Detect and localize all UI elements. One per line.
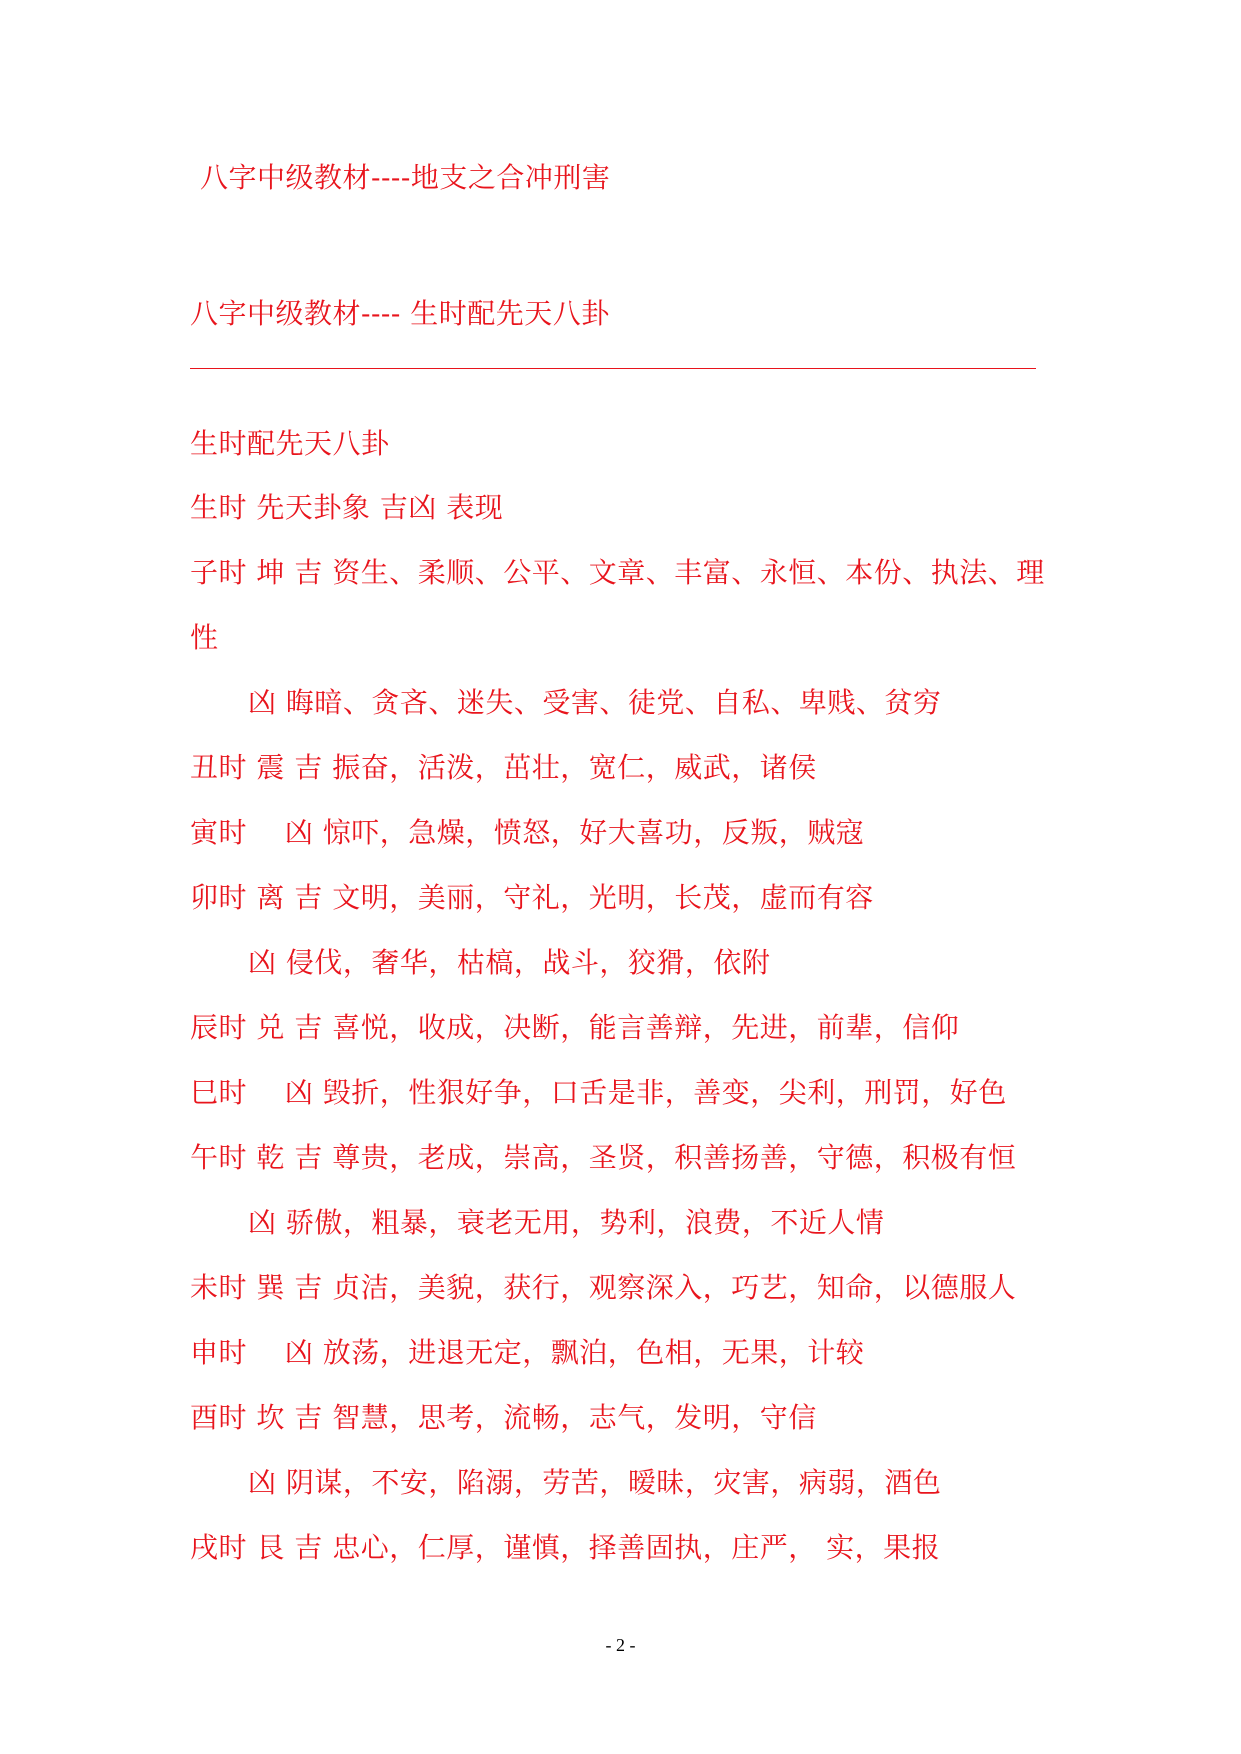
table-row: 午时 乾 吉 尊贵，老成，崇高，圣贤，积善扬善，守德，积极有恒 xyxy=(190,1141,1017,1174)
horizontal-rule xyxy=(190,368,1036,369)
table-row: 凶 晦暗、贪吝、迷失、受害、徒党、自私、卑贱、贫穷 xyxy=(248,686,942,719)
table-row: 子时 坤 吉 资生、柔顺、公平、文章、丰富、永恒、本份、执法、理 xyxy=(190,556,1045,589)
page-number: - 2 - xyxy=(605,1635,636,1655)
section-title: 八字中级教材---- 生时配先天八卦 xyxy=(190,297,610,330)
heading: 生时配先天八卦 xyxy=(190,427,390,460)
table-row: 未时 巽 吉 贞洁，美貌，获行，观察深入，巧艺，知命，以德服人 xyxy=(190,1271,1017,1304)
table-row: 巳时 凶 毁折，性狠好争，口舌是非，善变，尖利，刑罚，好色 xyxy=(190,1076,1007,1109)
table-row: 寅时 凶 惊吓，急燥，愤怒，好大喜功，反叛，贼寇 xyxy=(190,816,865,849)
table-row: 戌时 艮 吉 忠心，仁厚，谨慎，择善固执，庄严， 实，果报 xyxy=(190,1531,941,1564)
table-row: 辰时 兑 吉 喜悦，收成，决断，能言善辩，先进，前辈，信仰 xyxy=(190,1011,960,1044)
table-row: 酉时 坎 吉 智慧，思考，流畅，志气，发明，守信 xyxy=(190,1401,817,1434)
table-row: 卯时 离 吉 文明，美丽，守礼，光明，长茂，虚而有容 xyxy=(190,881,874,914)
table-row: 申时 凶 放荡，进退无定，飘泊，色相，无果，计较 xyxy=(190,1336,865,1369)
table-row: 性 xyxy=(190,621,219,654)
table-row: 凶 骄傲，粗暴，衰老无用，势利，浪费，不近人情 xyxy=(248,1206,885,1239)
table-row: 丑时 震 吉 振奋，活泼，茁壮，宽仁，威武，诸侯 xyxy=(190,751,817,784)
header-title: 八字中级教材----地支之合冲刑害 xyxy=(200,161,611,194)
table-row: 凶 阴谋，不安，陷溺，劳苦，暧昧，灾害，病弱，酒色 xyxy=(248,1466,942,1499)
table-row: 凶 侵伐，奢华，枯槁，战斗，狡猾，依附 xyxy=(248,946,771,979)
table-header: 生时 先天卦象 吉凶 表现 xyxy=(190,491,504,524)
